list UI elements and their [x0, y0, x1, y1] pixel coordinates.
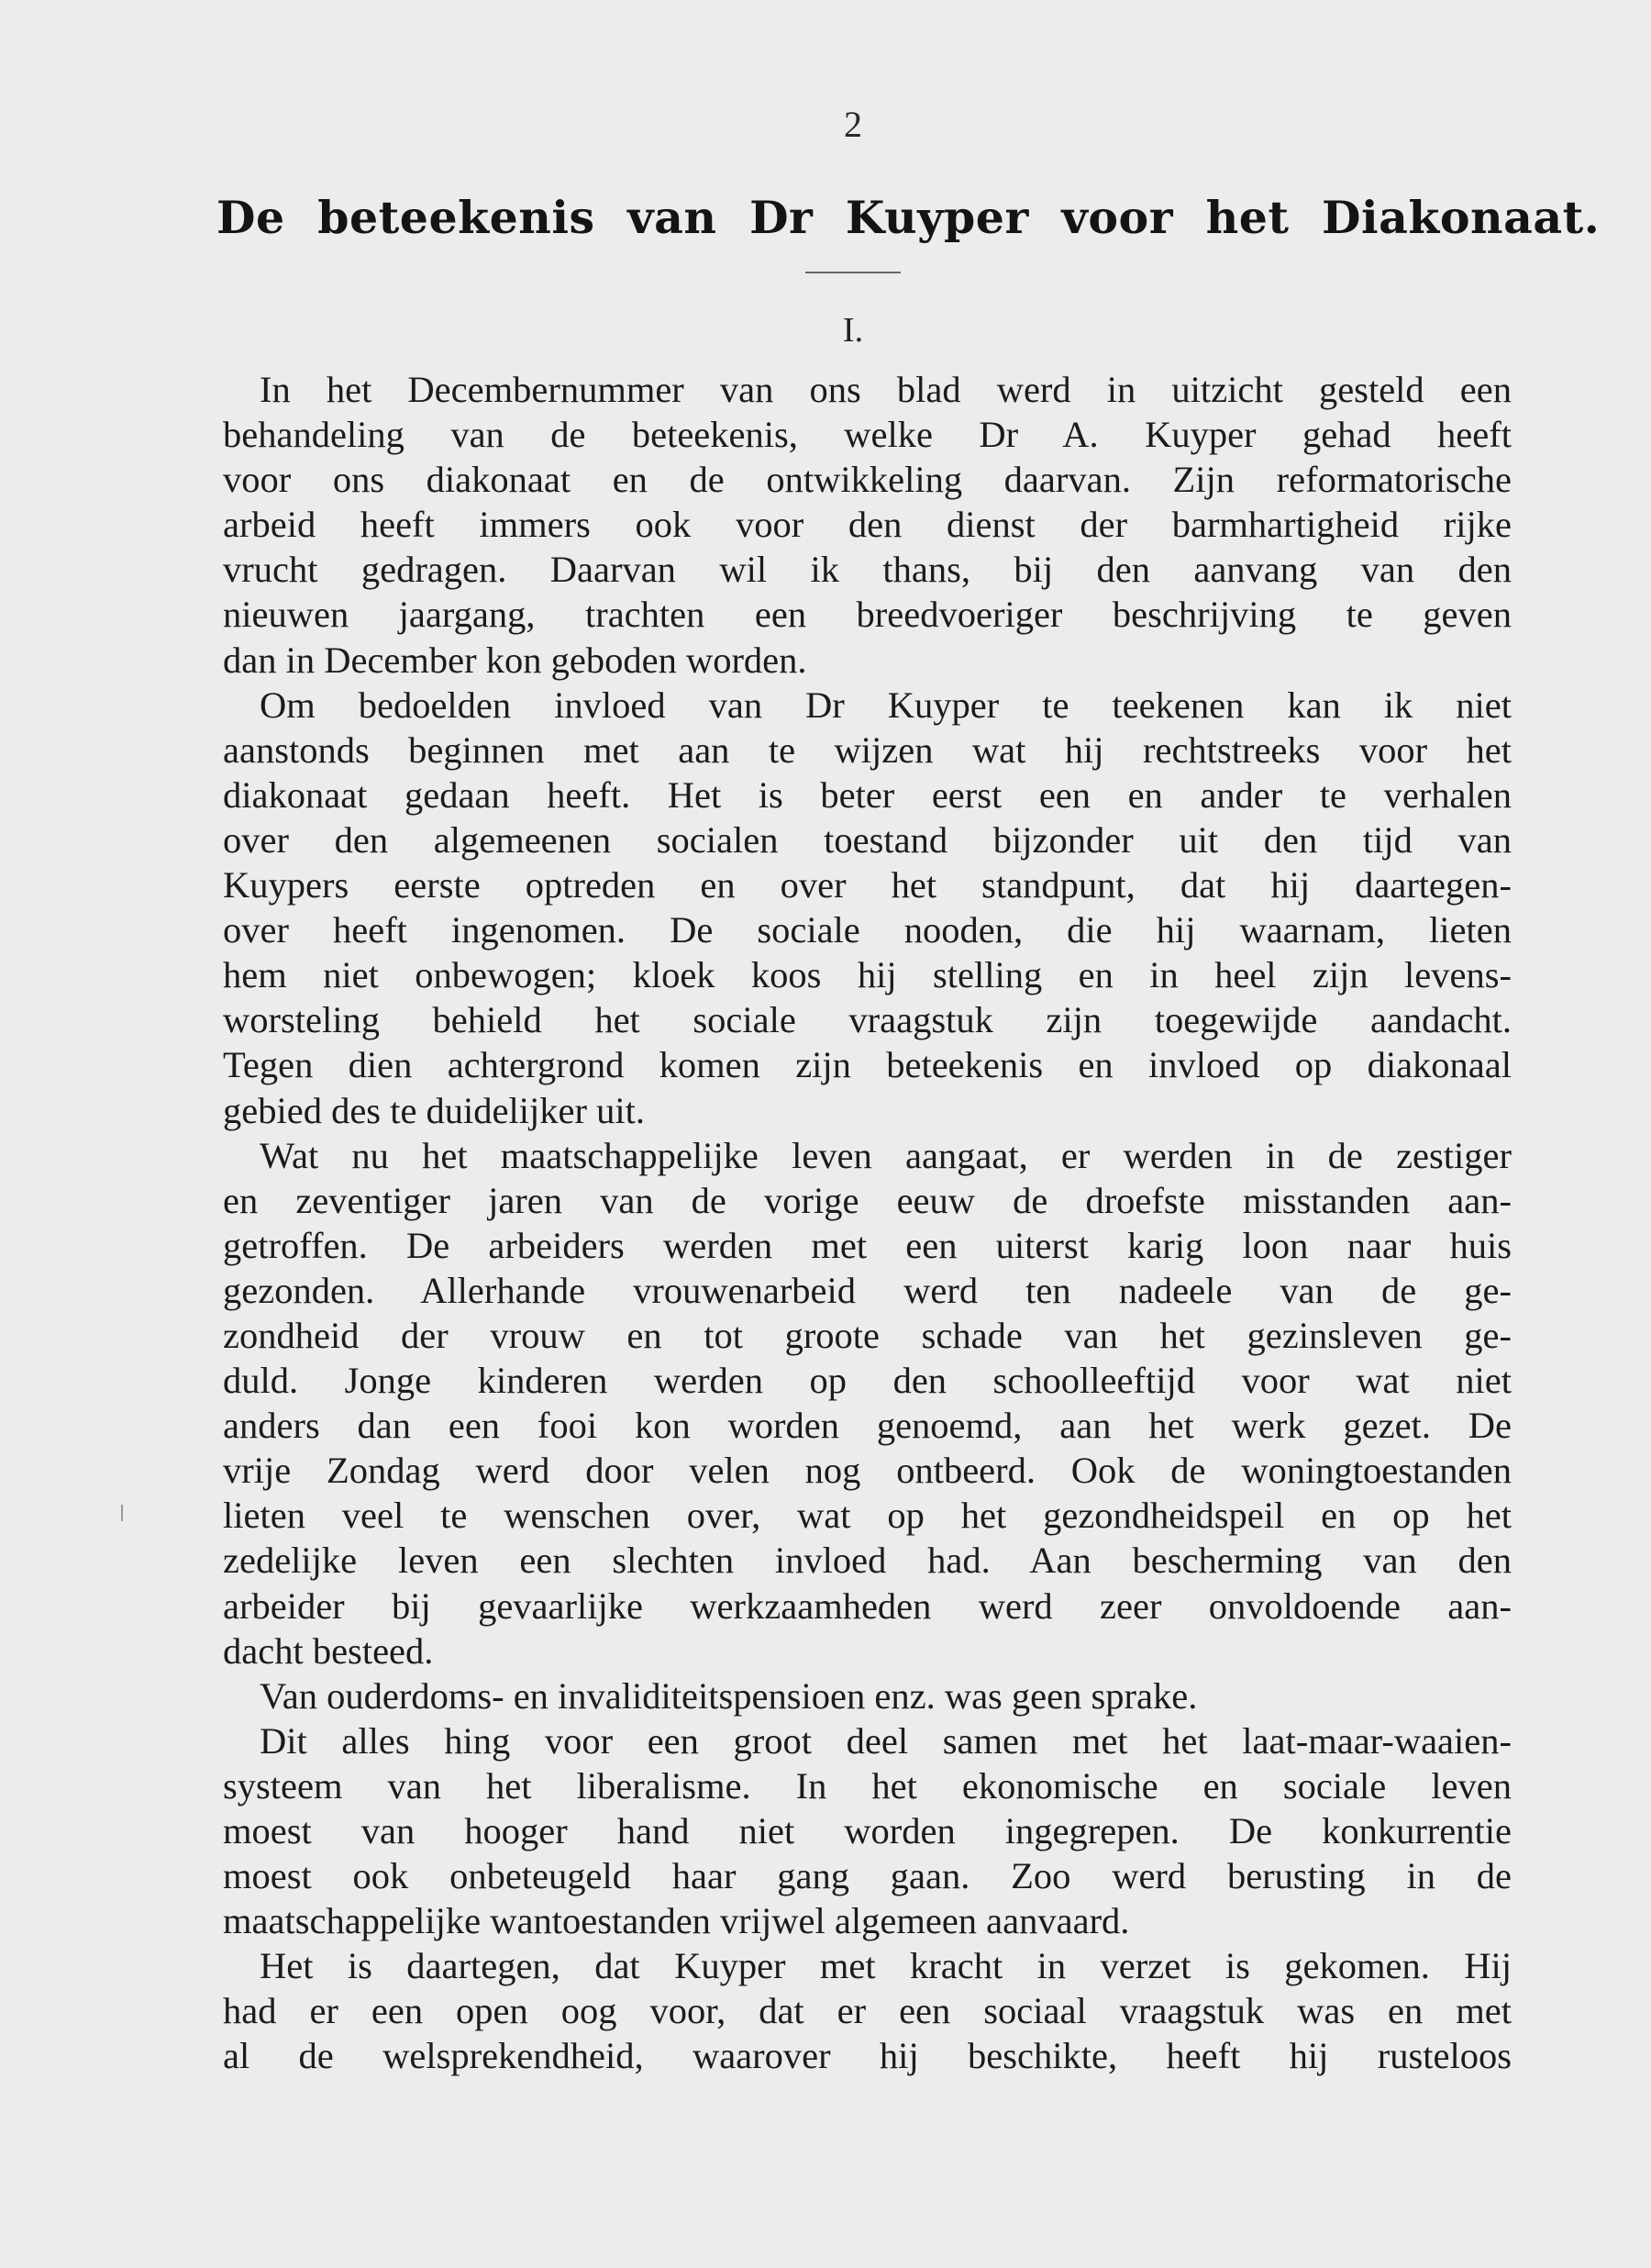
text-line: moest ook onbeteugeld haar gang gaan. Zoo werd berusting in de	[223, 1855, 1512, 1897]
paragraph	[223, 367, 1512, 683]
paragraph	[223, 1133, 1512, 1673]
paragraph	[223, 1718, 1512, 1943]
text-line: systeem van het liberalisme. In het ekonomische en sociale leven	[223, 1764, 1512, 1807]
text-line: maatschappelijke wantoestanden vrijwel algemeen aanvaard.	[223, 1900, 1130, 1942]
text-line: Kuypers eerste optreden en over het standpunt, dat hij daartegen-	[223, 864, 1512, 906]
section-number: I.	[842, 311, 864, 350]
text-line: aanstonds beginnen met aan te wijzen wat hij rechtstreeks voor het	[223, 728, 1512, 771]
paragraph	[223, 1943, 1512, 2078]
text-line: dan in December kon geboden worden.	[223, 639, 807, 681]
text-line: Wat nu het maatschappelijke leven aangaat, er werden in de zestiger	[260, 1134, 1512, 1176]
text-line: In het Decembernummer van ons blad werd in uitzicht gesteld een	[260, 369, 1512, 410]
article-title: De beteekenis van Dr Kuyper voor het Diakonaat.	[216, 191, 1601, 244]
text-line: nieuwen jaargang, trachten een breedvoeriger beschrijving te geven	[223, 594, 1512, 636]
title-divider	[805, 272, 901, 273]
text-line: Het is daartegen, dat Kuyper met kracht in verzet is gekomen. Hij	[260, 1945, 1512, 1987]
text-line: worsteling behield het sociale vraagstuk zijn toegewijde aandacht.	[223, 999, 1512, 1041]
text-line: zondheid der vrouw en tot groote schade van het gezinsleven ge-	[223, 1314, 1512, 1356]
text-line: lieten veel te wenschen over, wat op het gezondheidspeil en op het	[223, 1495, 1512, 1537]
margin-mark	[121, 1505, 123, 1521]
paragraph	[223, 1673, 1512, 1718]
page-number: 2	[844, 104, 862, 145]
text-line: zedelijke leven een slechten invloed had. Aan bescherming van den	[223, 1540, 1512, 1582]
text-line: dacht besteed.	[223, 1629, 434, 1672]
text-line: duld. Jonge kinderen werden op den schoolleeftijd voor wat niet	[223, 1360, 1512, 1402]
body-text	[223, 367, 1512, 2079]
text-line: al de welsprekendheid, waarover hij beschikte, heeft hij rusteloos	[223, 2035, 1512, 2077]
text-line: anders dan een fooi kon worden genoemd, aan het werk gezet. De	[223, 1405, 1512, 1447]
text-line: vrucht gedragen. Daarvan wil ik thans, bij den aanvang van den	[223, 549, 1512, 591]
text-line: en zeventiger jaren van de vorige eeuw de droefste misstanden aan-	[223, 1179, 1512, 1221]
text-line: over heeft ingenomen. De sociale nooden, die hij waarnam, lieten	[223, 909, 1512, 951]
text-line: Tegen dien achtergrond komen zijn beteekenis en invloed op diakonaal	[223, 1044, 1512, 1086]
text-line: Om bedoelden invloed van Dr Kuyper te teekenen kan ik niet	[260, 684, 1512, 726]
text-line: behandeling van de beteekenis, welke Dr A. Kuyper gehad heeft	[223, 414, 1512, 456]
text-line: over den algemeenen socialen toestand bijzonder uit den tijd van	[223, 818, 1512, 861]
text-line: gebied des te duidelijker uit.	[223, 1089, 645, 1131]
text-line: had er een open oog voor, dat er een sociaal vraagstuk was en met	[223, 1990, 1512, 2032]
text-line: getroffen. De arbeiders werden met een uiterst karig loon naar huis	[223, 1224, 1512, 1266]
text-line: diakonaat gedaan heeft. Het is beter eerst een en ander te verhalen	[223, 773, 1512, 816]
text-line: gezonden. Allerhande vrouwenarbeid werd ten nadeele van de ge-	[223, 1269, 1512, 1311]
text-line: hem niet onbewogen; kloek koos hij stelling en in heel zijn levens-	[223, 954, 1512, 996]
text-line: Dit alles hing voor een groot deel samen met het laat-maar-waaien-	[260, 1719, 1512, 1762]
text-line: moest van hooger hand niet worden ingegrepen. De konkurrentie	[223, 1810, 1512, 1851]
paragraph	[223, 683, 1512, 1133]
text-line: arbeid heeft immers ook voor den dienst der barmhartigheid rijke	[223, 504, 1512, 546]
text-line: arbeider bij gevaarlijke werkzaamheden werd zeer onvoldoende aan-	[223, 1584, 1512, 1627]
text-line: Van ouderdoms- en invaliditeitspensioen enz. was geen sprake.	[260, 1674, 1198, 1717]
text-line: voor ons diakonaat en de ontwikkeling daarvan. Zijn reformatorische	[223, 459, 1512, 501]
text-line: vrije Zondag werd door velen nog ontbeerd. Ook de woningtoestanden	[223, 1450, 1512, 1492]
